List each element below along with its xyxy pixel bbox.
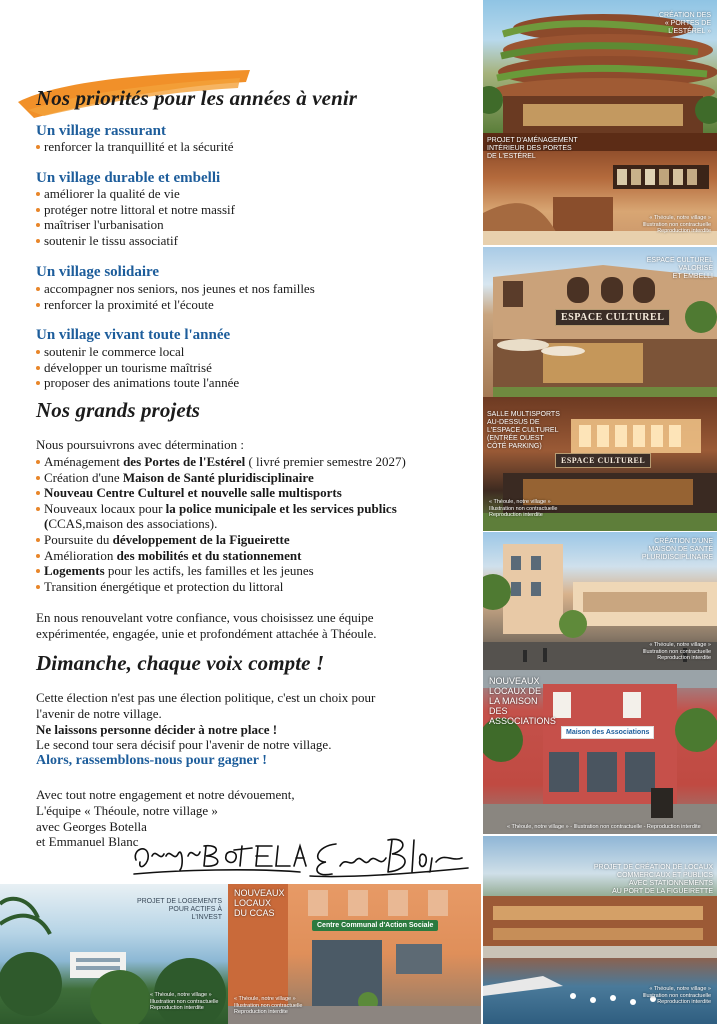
list-item: soutenir le commerce local [36,344,239,360]
sign-espace-culturel-2: ESPACE CULTUREL [555,453,651,468]
list-item: Création d'une Maison de Santé pluridisciplinaire [36,470,476,486]
list-item: renforcer la proximité et l'écoute [36,297,315,313]
illustration-note: « Théoule, notre village » Illustration non contractuelle Reproduction interdite [642,642,711,661]
illustration-note: « Théoule, notre village » Illustration non contractuelle Reproduction interdite [234,996,303,1015]
projects-list [36,454,476,594]
group-title-vivant: Un village vivant toute l'année [36,327,231,343]
list-item: améliorer la qualité de vie [36,186,235,202]
sign-maison-associations: Maison des Associations [561,726,654,739]
rally-call: Alors, rassemblons-nous pour gagner ! [36,753,267,768]
image-portes-interior [483,133,717,245]
group-list-vivant [36,344,239,391]
signature-georges-botella [130,832,308,882]
list-item: Transition énergétique et protection du littoral [36,579,476,595]
confidence-paragraph: En nous renouvelant votre confiance, vous choisissez une équipe expérimentée, engagée, unie et profondément attachée à Théoule. [36,610,377,641]
sunday-paragraph: Cette élection n'est pas une élection politique, c'est un choix pour l'avenir de notre village. Ne laissons personne décider à notre place ! Le second tour sera décisif pour l'avenir de notre village. [36,690,376,753]
image-ccas [228,884,481,1024]
caption-ccas: NOUVEAUX LOCAUX DU CCAS [234,888,285,918]
list-item: maîtriser l'urbanisation [36,217,235,233]
image-logements [0,884,228,1024]
caption-espace: ESPACE CULTUREL VALORISÉ ET EMBELLI [646,257,713,280]
list-item: soutenir le tissu associatif [36,233,235,249]
caption-associations: NOUVEAUX LOCAUX DE LA MAISON DES ASSOCIATIONS [489,676,556,726]
illustration-note: « Théoule, notre village » Illustration non contractuelle Reproduction interdite [642,986,711,1005]
list-item: Nouveaux locaux pour la police municipale et les services publics (CCAS,maison des associations). [36,501,476,532]
group-list-solidaire [36,281,315,312]
group-list-rassurant [36,139,233,155]
list-item: accompagner nos seniors, nos jeunes et nos familles [36,281,315,297]
projects-intro: Nous poursuivrons avec détermination : [36,437,244,452]
group-list-durable [36,186,235,248]
closing-paragraph: Avec tout notre engagement et notre dévouement, L'équipe « Théoule, notre village » avec Georges Botella et Emmanuel Blanc [36,787,295,850]
image-port-figueirette [483,836,717,1024]
image-maison-associations [483,670,717,834]
caption-salle: SALLE MULTISPORTS AU-DESSUS DE L'ESPACE CULTUREL (ENTRÉE OUEST CÔTÉ PARKING) [487,411,560,450]
illustration-note: « Théoule, notre village » - Illustration non contractuelle - Reproduction interdite [507,824,701,830]
image-maison-sante [483,532,717,670]
sunday-title: Dimanche, chaque voix compte ! [36,651,325,675]
caption-portes: CRÉATION DES « PORTES DE L'ESTÉREL » [659,12,711,35]
list-item: proposer des animations toute l'année [36,375,239,391]
list-item: Poursuite du développement de la Figueirette [36,532,476,548]
signature-emmanuel-blanc [306,832,472,882]
caption-portes-interior: PROJET D'AMÉNAGEMENT INTÉRIEUR DES PORTES DE L'ESTÉREL [487,137,578,160]
image-espace-culturel [483,247,717,397]
list-item: développer un tourisme maîtrisé [36,360,239,376]
group-title-rassurant: Un village rassurant [36,123,167,139]
image-portes-esterel [483,0,717,133]
projects-title: Nos grands projets [36,398,200,422]
list-item: Logements pour les actifs, les familles et les jeunes [36,563,476,579]
group-title-solidaire: Un village solidaire [36,264,160,280]
illustration-note: « Théoule, notre village » Illustration non contractuelle Reproduction interdite [489,499,558,518]
list-item: protéger notre littoral et notre massif [36,202,235,218]
caption-logements: PROJET DE LOGEMENTS POUR ACTIFS À L'INVEST [136,898,222,921]
list-item: renforcer la tranquillité et la sécurité [36,139,233,155]
list-item: Aménagement des Portes de l'Estérel ( livré premier semestre 2027) [36,454,476,470]
priorities-title: Nos priorités pour les années à venir [36,86,358,110]
list-item: Nouveau Centre Culturel et nouvelle salle multisports [36,485,476,501]
sign-espace-culturel: ESPACE CULTUREL [555,309,670,326]
caption-sante: CRÉATION D'UNE MAISON DE SANTÉ PLURIDISCIPLINAIRE [641,538,713,561]
group-title-durable: Un village durable et embelli [36,170,221,186]
list-item: Amélioration des mobilités et du stationnement [36,548,476,564]
caption-figueirette: PROJET DE CRÉATION DE LOCAUX COMMERCIAUX ET PUBLICS AVEC STATIONNEMENTS AU PORT DE LA FIGUEIRETTE [593,864,713,895]
illustration-note: « Théoule, notre village » Illustration non contractuelle Reproduction interdite [642,215,711,234]
sign-ccas: Centre Communal d'Action Sociale [312,920,438,931]
image-salle-multisports [483,397,717,531]
illustration-note: « Théoule, notre village » Illustration non contractuelle Reproduction interdite [150,992,219,1011]
